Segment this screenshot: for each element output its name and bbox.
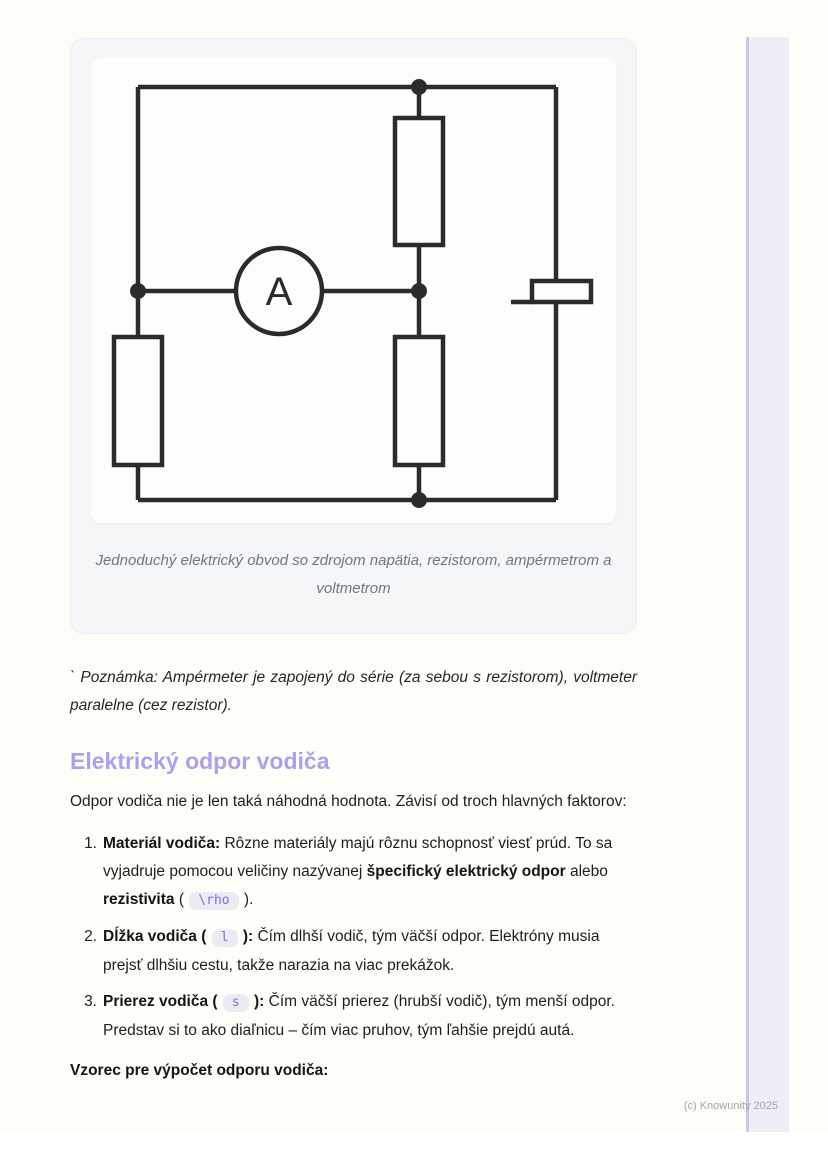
factors-list (70, 830, 637, 1045)
document-content (70, 0, 637, 1085)
list-item-text (103, 988, 637, 1045)
text-segment: Dĺžka vodiča ( (103, 928, 211, 945)
junction-dot-left (130, 283, 146, 299)
inline-code-chip: l (212, 929, 238, 947)
list-item (70, 830, 637, 915)
text-segment: ). (239, 891, 254, 908)
inline-code-chip: \rho (189, 892, 238, 910)
resistor-top (395, 118, 443, 245)
text-segment: ): (249, 993, 265, 1010)
section-heading: Elektrický odpor vodiča (70, 748, 330, 774)
battery-plate-long (532, 281, 591, 302)
text-segment: špecifický elektrický odpor (366, 863, 566, 880)
junction-dot-top (411, 79, 427, 95)
text-segment: ): (238, 928, 254, 945)
list-item-text (103, 923, 637, 980)
note-paragraph: ` Poznámka: Ampérmeter je zapojený do série (za sebou s rezistorom), voltmeter paralelne (cez rezistor). (70, 669, 637, 714)
junction-dot-bottom (411, 492, 427, 508)
circuit-figure-card (70, 38, 637, 634)
text-segment: rezistivita (103, 891, 175, 908)
text-segment: Prierez vodiča ( (103, 993, 222, 1010)
list-item-number: 1. (84, 835, 97, 852)
inline-code-chip: s (223, 994, 249, 1012)
text-segment: Rôzne materiály majú rôznu schopnosť viesť prúd. To sa vyjadruje pomocou veličiny nazývanej (103, 835, 613, 880)
resistor-left (114, 337, 162, 465)
junction-dot-middle (411, 283, 427, 299)
list-item (70, 923, 637, 980)
text-segment: Čím väčší prierez (hrubší vodič), tým menší odpor. Predstav si to ako diaľnicu – čím viac pruhov, tým ľahšie prejdú autá. (103, 993, 615, 1039)
resistor-middle-bottom (395, 337, 443, 465)
watermark: (c) Knowunity 2025 (683, 1100, 778, 1112)
text-segment: alebo (565, 863, 608, 880)
text-segment: Materiál vodiča: (103, 835, 221, 852)
list-item (70, 988, 637, 1045)
list-item-number: 3. (84, 993, 97, 1010)
circuit-diagram (91, 58, 616, 523)
text-segment: ( (174, 891, 189, 908)
list-item-text (103, 830, 637, 915)
circuit-diagram-panel (91, 58, 616, 523)
text-segment: Čím dlhší vodič, tým väčší odpor. Elektróny musia prejsť dlhšiu cestu, takže narazia na viac prekážok. (103, 928, 600, 974)
figure-caption: Jednoduchý elektrický obvod so zdrojom napätia, rezistorom, ampérmetrom a voltmetrom (95, 552, 612, 597)
ammeter-label: A (265, 270, 293, 314)
list-item-number: 2. (84, 928, 97, 945)
page-edge-strip (746, 37, 789, 1132)
closing-bold-line: Vzorec pre výpočet odporu vodiča: (70, 1062, 329, 1079)
intro-paragraph: Odpor vodiča nie je len taká náhodná hodnota. Závisí od troch hlavných faktorov: (70, 793, 627, 810)
